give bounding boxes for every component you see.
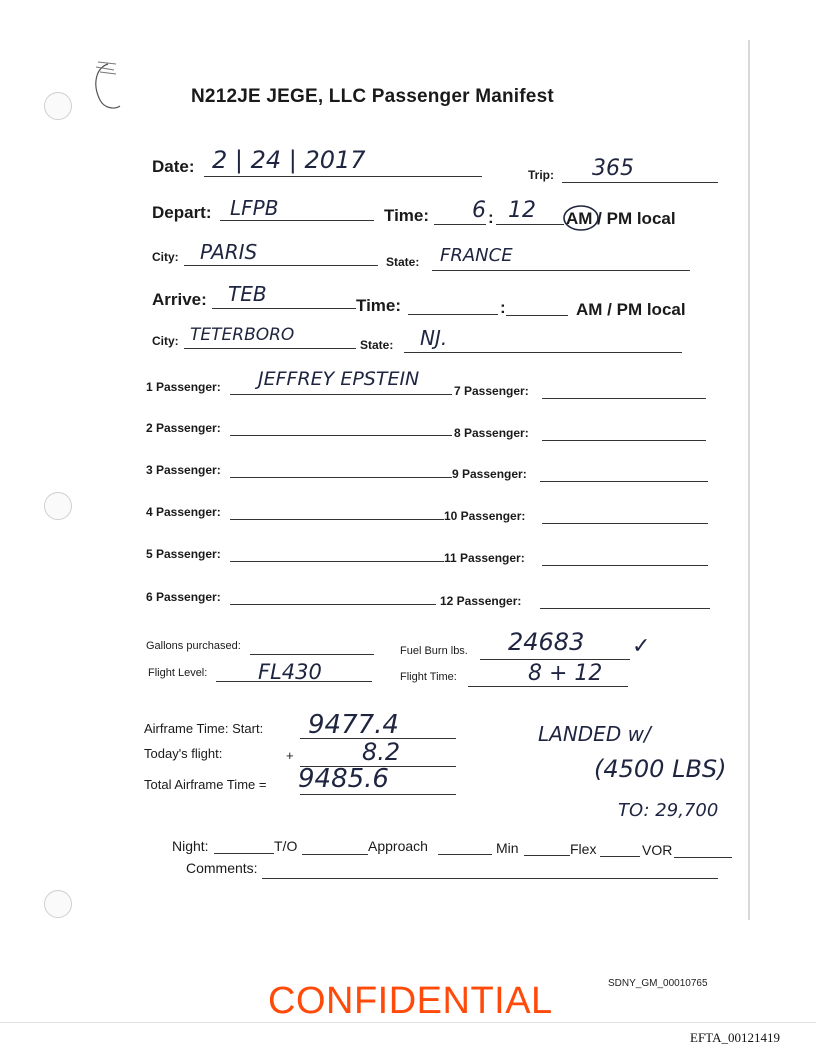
fuel-burn-label: Fuel Burn lbs. <box>400 645 468 657</box>
comments-label: Comments: <box>186 860 258 876</box>
arrive-state-label: State: <box>360 338 394 352</box>
arrive-line <box>212 308 356 309</box>
passenger-5-line <box>230 561 444 562</box>
passenger-4-label: 4 Passenger: <box>146 505 221 519</box>
arrive-state-value: NJ. <box>420 326 448 350</box>
to-label: T/O <box>274 838 298 854</box>
page-edge-shadow <box>748 40 750 920</box>
passenger-2-label: 2 Passenger: <box>146 421 221 435</box>
vor-line <box>674 857 732 858</box>
arrive-city-line <box>184 348 356 349</box>
confidential-stamp: CONFIDENTIAL <box>268 980 553 1022</box>
min-label: Min <box>496 840 519 856</box>
landed-note-line2: (4500 LBS) <box>594 755 727 783</box>
passenger-7-line <box>542 398 706 399</box>
arrive-label: Arrive: <box>152 290 207 309</box>
landed-note-line1: LANDED w/ <box>538 722 651 746</box>
passenger-1-line <box>230 394 452 395</box>
depart-city-value: PARIS <box>200 240 258 264</box>
trip-value: 365 <box>592 156 634 181</box>
gallons-line <box>250 654 374 655</box>
passenger-12-line <box>540 608 710 609</box>
passenger-1-value: JEFFREY EPSTEIN <box>258 368 420 390</box>
passenger-11-label: 11 Passenger: <box>444 551 525 565</box>
arrive-time-min-line <box>506 315 568 316</box>
punch-hole-top <box>44 92 72 120</box>
passenger-3-label: 3 Passenger: <box>146 463 221 477</box>
passenger-4-line <box>230 519 444 520</box>
arrive-time-label: Time: <box>356 296 402 315</box>
fuel-burn-value: 24683 <box>508 628 585 656</box>
gallons-label: Gallons purchased: <box>146 640 241 652</box>
approach-line <box>438 854 492 855</box>
page-title: N212JE JEGE, LLC Passenger Manifest <box>191 86 554 107</box>
to-line <box>302 854 368 855</box>
flight-time-value: 8 + 12 <box>528 661 603 686</box>
punch-hole-bottom <box>44 890 72 918</box>
airframe-start-label: Airframe Time: Start: <box>144 721 264 736</box>
depart-time-hour-line <box>434 224 486 225</box>
total-airframe-label: Total Airframe Time = <box>144 777 267 792</box>
total-airframe-line <box>300 794 456 795</box>
arrive-state-line <box>404 352 682 353</box>
fuel-burn-line <box>480 659 630 660</box>
efta-number: EFTA_00121419 <box>690 1030 780 1045</box>
arrive-city-value: TETERBORO <box>190 325 295 345</box>
arrive-city-label: City: <box>152 334 179 348</box>
flight-time-label: Flight Time: <box>400 671 457 683</box>
depart-line <box>220 220 374 221</box>
bates-number: SDNY_GM_00010765 <box>608 978 708 989</box>
date-line <box>204 176 482 177</box>
am-circle-mark <box>562 204 600 232</box>
depart-state-line <box>432 270 690 271</box>
passenger-2-line <box>230 435 452 436</box>
flight-level-label: Flight Level: <box>148 667 208 679</box>
passenger-6-line <box>230 604 436 605</box>
todays-flight-value: 8.2 <box>362 738 401 766</box>
fuel-check-mark: ✓ <box>632 634 651 659</box>
passenger-10-line <box>542 523 708 524</box>
passenger-6-label: 6 Passenger: <box>146 590 221 604</box>
depart-time-label: Time: <box>384 206 430 225</box>
depart-time-colon: : <box>488 208 494 227</box>
depart-label: Depart: <box>152 203 212 222</box>
flex-label: Flex <box>570 841 597 857</box>
passenger-8-label: 8 Passenger: <box>454 426 529 440</box>
flex-line <box>600 856 640 857</box>
depart-value: LFPB <box>230 196 279 220</box>
date-label: Date: <box>152 157 195 176</box>
passenger-8-line <box>542 440 706 441</box>
airframe-start-value: 9477.4 <box>308 710 399 740</box>
todays-flight-label: Today's flight: <box>144 746 223 761</box>
landed-note-line3: TO: 29,700 <box>618 800 719 821</box>
punch-hole-middle <box>44 492 72 520</box>
min-line <box>524 855 570 856</box>
date-value: 2 | 24 | 2017 <box>212 146 366 174</box>
passenger-11-line <box>542 565 708 566</box>
passenger-12-label: 12 Passenger: <box>440 594 522 608</box>
depart-state-value: FRANCE <box>440 245 513 266</box>
night-line <box>214 853 274 854</box>
depart-city-label: City: <box>152 250 179 264</box>
night-label: Night: <box>172 838 209 854</box>
flight-level-value: FL430 <box>258 660 322 684</box>
depart-city-line <box>184 265 378 266</box>
flight-time-line <box>468 686 628 687</box>
passenger-7-label: 7 Passenger: <box>454 384 529 398</box>
trip-label: Trip: <box>528 168 554 182</box>
vor-label: VOR <box>642 842 673 858</box>
arrive-time-colon: : <box>500 298 506 317</box>
approach-label: Approach <box>368 838 428 854</box>
todays-flight-plus: + <box>286 748 294 763</box>
depart-time-min: 12 <box>508 198 536 223</box>
comments-line <box>262 878 718 879</box>
depart-time-hour: 6 <box>472 198 486 223</box>
passenger-5-label: 5 Passenger: <box>146 547 221 561</box>
passenger-1-label: 1 Passenger: <box>146 380 221 394</box>
arrive-value: TEB <box>228 282 267 306</box>
passenger-10-label: 10 Passenger: <box>444 509 526 523</box>
arrive-ampm-label: AM / PM local <box>576 300 686 319</box>
total-airframe-value: 9485.6 <box>298 764 389 794</box>
binding-scribble <box>86 58 130 114</box>
arrive-time-hour-line <box>408 314 498 315</box>
passenger-3-line <box>230 477 452 478</box>
passenger-9-line <box>540 481 708 482</box>
passenger-9-label: 9 Passenger: <box>452 467 527 481</box>
depart-time-min-line <box>496 224 564 225</box>
depart-state-label: State: <box>386 255 420 269</box>
depart-ampm-label: AM / PM local <box>566 209 676 228</box>
trip-line <box>562 182 718 183</box>
